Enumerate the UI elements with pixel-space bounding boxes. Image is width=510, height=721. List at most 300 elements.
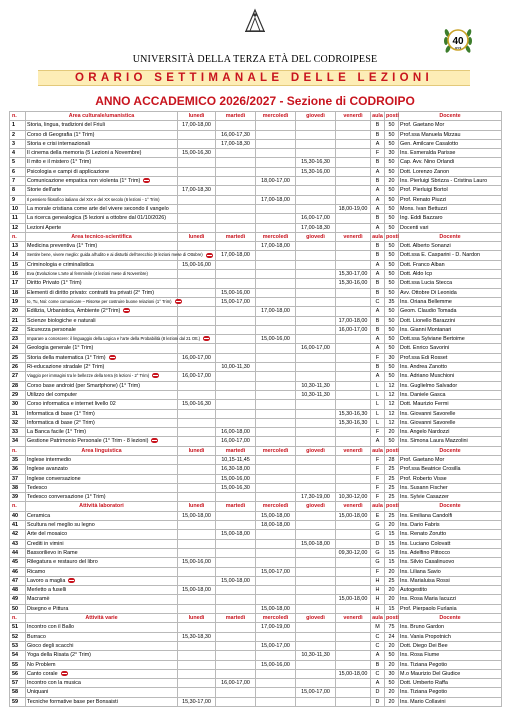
row-number-text: 59 [12,698,18,705]
monday-time [178,139,216,148]
row-number-text: 8 [12,187,15,194]
course-name [26,465,178,474]
wednesday-time-text: 15,00-16,00 [261,661,290,668]
row-number [10,149,26,158]
teacher [399,530,502,539]
row-number-text: 52 [12,633,18,640]
course-name [26,130,178,139]
room-text: L [376,410,379,417]
monday-time [178,242,216,251]
no-entry-icon [175,299,182,304]
room [371,288,385,297]
column-header: lunedì [178,232,216,241]
table-row [10,186,502,195]
seats [385,586,399,595]
wednesday-time-text: 17,00-19,00 [261,624,290,631]
seats [385,409,399,418]
teacher-text: Ins. Dario Fabris [400,522,440,529]
course-name-text: Criminologia e criminalistica [27,261,94,268]
course-name-text: Macramè [27,596,50,603]
course-name [26,660,178,669]
no-entry-icon [123,308,130,313]
row-number-text: 49 [12,596,18,603]
wednesday-time [256,149,296,158]
tuesday-time [216,409,256,418]
teacher [399,139,502,148]
table-row [10,177,502,186]
course-name-text: Diritto Privato (1° Trim) [27,280,82,287]
tuesday-time [216,335,256,344]
room [371,177,385,186]
column-header: martedì [216,446,256,455]
friday-time [336,279,371,288]
room [371,279,385,288]
teacher [399,521,502,530]
tuesday-time [216,325,256,334]
course-name-text: Yoga della Risata (2° Trim) [27,652,91,659]
tuesday-time [216,465,256,474]
row-number [10,372,26,381]
row-number-text: 2 [12,131,15,138]
seats [385,604,399,613]
course-name [26,223,178,232]
column-header: Area culturale/umanistica [26,112,178,121]
table-row [10,586,502,595]
wednesday-time [256,335,296,344]
table-row [10,409,502,418]
friday-time [336,186,371,195]
monday-time-text: 15,00-16,00 [182,261,211,268]
room-text: F [375,568,380,575]
tuesday-time [216,121,256,130]
course-name [26,688,178,697]
row-number-text: 11 [12,215,18,222]
column-header: Docente [399,112,502,121]
room [371,521,385,530]
monday-time [178,465,216,474]
thursday-time [296,307,336,316]
table-row [10,669,502,678]
friday-time [336,149,371,158]
room-text: A [375,168,380,175]
column-header: venerdì [336,112,371,121]
column-header: aula [372,113,383,119]
course-name-text: Disegno e Pittura [27,605,69,612]
row-number [10,297,26,306]
seats [385,204,399,213]
tuesday-time [216,130,256,139]
room-text: B [375,280,380,287]
teacher [399,632,502,641]
seats-text: 20 [388,642,395,649]
course-name [26,483,178,492]
wednesday-time [256,455,296,464]
row-number-text: 34 [12,438,18,445]
wednesday-time [256,428,296,437]
monday-time-text: 16,00-17,00 [182,354,211,361]
friday-time [336,586,371,595]
row-number-text: 32 [12,419,18,426]
friday-time [336,139,371,148]
seats-text: 50 [388,243,395,250]
table-row [10,400,502,409]
row-number-text: 7 [12,178,15,185]
room [371,660,385,669]
course-name-text: Tecniche formative base per Bonsaisti [27,698,118,705]
seats [385,372,399,381]
wednesday-time [256,372,296,381]
teacher [399,335,502,344]
teacher [399,149,502,158]
monday-time [178,186,216,195]
course-name-text: Canto corale [27,670,58,677]
row-number-text: 58 [12,689,18,696]
tuesday-time [216,604,256,613]
seats [385,279,399,288]
room-text: F [375,150,380,157]
monday-time [178,270,216,279]
friday-time [336,641,371,650]
friday-time [336,325,371,334]
room-text: B [375,252,380,259]
seats-text: 50 [388,252,395,259]
row-number [10,167,26,176]
room-text: F [375,484,380,491]
wednesday-time [256,353,296,362]
teacher [399,483,502,492]
row-number-text: 14 [12,252,18,259]
row-number [10,669,26,678]
friday-time [336,669,371,678]
course-name-text: Storia e crisi internazionali [27,140,90,147]
teacher-text: Ins. Emiliana Candolfi [400,512,453,519]
teacher [399,372,502,381]
teacher [399,400,502,409]
teacher [399,353,502,362]
friday-time-text: 18,00-19,00 [338,205,368,212]
seats-text: 50 [388,289,395,296]
friday-time [336,521,371,530]
wednesday-time [256,363,296,372]
seats [385,353,399,362]
room-text: H [375,596,380,603]
seats [385,288,399,297]
room-text: F [375,429,380,436]
seats-text: 20 [388,698,395,705]
room [371,251,385,260]
room-text: L [376,391,379,398]
teacher-text: Prof.ssa Edi Rosset [400,354,448,361]
teacher-text: Ins. Vania Propotnich [400,633,451,640]
teacher-text: Dott.ssa Sylviane Bertoime [400,336,465,343]
column-header: aula [372,233,383,240]
seats [385,186,399,195]
room-text: A [375,680,380,687]
wednesday-time [256,297,296,306]
teacher [399,409,502,418]
course-name [26,353,178,362]
seats [385,437,399,446]
row-number-text: 16 [12,271,18,278]
teacher-text: Ins. Daniele Gasca [400,391,446,398]
row-number-text: 40 [12,512,18,519]
seats [385,297,399,306]
tuesday-time [216,539,256,548]
column-header: Area linguistica [26,446,178,455]
friday-time [336,167,371,176]
row-number [10,604,26,613]
table-row [10,679,502,688]
teacher-text: Dott.ssa Lucia Stecca [400,280,453,287]
room [371,158,385,167]
thursday-time [296,521,336,530]
monday-time [178,325,216,334]
column-header: giovedì [296,502,336,511]
seats [385,149,399,158]
teacher-text: Geom. Claudio Tomada [400,308,457,315]
row-number-text: 43 [12,540,18,547]
seats [385,567,399,576]
table-row [10,521,502,530]
course-name-text: Psicologia e campi di applicazione [27,168,110,175]
monday-time [178,604,216,613]
row-number [10,688,26,697]
thursday-time [296,493,336,502]
course-name-text: Scienze biologiche e naturali [27,317,96,324]
table-row [10,260,502,269]
seats [385,483,399,492]
course-name-text: Corso informatica e internet livello 02 [27,401,116,408]
thursday-time [296,558,336,567]
friday-time-text: 15,00-18,00 [338,670,368,677]
friday-time [336,390,371,399]
course-name-text: Tedesco [27,484,48,491]
room [371,242,385,251]
table-row [10,632,502,641]
friday-time [336,474,371,483]
row-number-text: 28 [12,382,18,389]
teacher-text: Ins. Renato Zorutto [400,531,447,538]
university-logo-icon [243,7,267,33]
wednesday-time [256,493,296,502]
row-number [10,483,26,492]
column-header: lunedì [178,614,216,623]
tuesday-time-text: 16,00-18,00 [221,429,250,436]
row-number-text: 53 [12,642,18,649]
friday-time [336,204,371,213]
thursday-time-text: 16,00-17,00 [301,215,330,222]
tuesday-time-text: 15,00-17,00 [221,298,250,305]
column-header: posti [386,447,399,454]
friday-time-text: 15,30-16,00 [338,280,368,287]
room-text: B [375,661,380,668]
tuesday-time [216,428,256,437]
table-row [10,418,502,427]
teacher-text: Dott. Diego Dei Bee [400,642,448,649]
wednesday-time [256,669,296,678]
course-name-text: Medicina preventiva (1° Trim) [27,243,98,250]
wednesday-time [256,139,296,148]
teacher [399,214,502,223]
room [371,567,385,576]
seats-text: 20 [388,587,395,594]
room-text: A [375,196,380,203]
thursday-time [296,223,336,232]
teacher [399,381,502,390]
room-text: A [375,140,380,147]
friday-time [336,158,371,167]
course-name-text: Incontro con la musica [27,680,81,687]
teacher-text: Dott. Aldo Icp [400,271,433,278]
table-row [10,595,502,604]
room [371,372,385,381]
table-row [10,697,502,706]
teacher [399,270,502,279]
tuesday-time [216,214,256,223]
tuesday-time [216,418,256,427]
course-name [26,418,178,427]
table-row [10,121,502,130]
table-row [10,139,502,148]
friday-time [336,483,371,492]
no-entry-icon [68,578,75,583]
column-header: Docente [399,232,502,241]
thursday-time [296,595,336,604]
thursday-time [296,428,336,437]
no-entry-icon [206,253,213,258]
row-number [10,214,26,223]
thursday-time [296,214,336,223]
course-name [26,214,178,223]
room-text: H [375,577,380,584]
badge-number: 40 [452,36,464,47]
row-number [10,353,26,362]
table-row [10,353,502,362]
seats-text: 30 [388,670,395,677]
course-name [26,279,178,288]
schedule-table [9,111,502,707]
course-name [26,372,178,381]
friday-time-text: 15,30-16,30 [338,410,368,417]
course-name [26,455,178,464]
wednesday-time [256,242,296,251]
teacher-text: Ins. Guglielmo Salvador [400,382,458,389]
wednesday-time-text: 18,00-18,00 [261,522,290,529]
teacher-text: Ins. Angelo Nardozzi [400,429,450,436]
teacher-text: Ins. Sylvie Casazzer [400,494,449,501]
course-name-text: Informatica di base (2° Trim) [27,419,95,426]
friday-time [336,297,371,306]
teacher-text: Ins. Oriana Bellemme [400,298,452,305]
room [371,697,385,706]
seats-text: 25 [388,466,395,473]
table-row [10,381,502,390]
row-number-text: 6 [12,168,15,175]
friday-time [336,548,371,557]
row-number-text: 12 [12,224,18,231]
course-name-text: Uniquani [27,689,49,696]
thursday-time [296,195,336,204]
teacher [399,651,502,660]
wednesday-time [256,679,296,688]
thursday-time [296,688,336,697]
thursday-time [296,186,336,195]
room-text: B [375,122,380,129]
monday-time-text: 15,00-16,30 [182,401,211,408]
monday-time [178,279,216,288]
seats-text: 35 [388,298,395,305]
seats-text: 50 [388,438,395,445]
monday-time [178,214,216,223]
seats [385,576,399,585]
course-name [26,149,178,158]
no-entry-icon [152,373,159,378]
room [371,400,385,409]
friday-time [336,493,371,502]
wednesday-time [256,186,296,195]
table-row [10,149,502,158]
table-row [10,641,502,650]
row-number-text: 46 [12,568,18,575]
row-number [10,418,26,427]
course-name-text: Sentire bene, vivere meglio: guida all'udito e ai disturbi dell'orecchio (8 lezioni mese di Ottobre) [27,252,203,258]
thursday-time [296,260,336,269]
monday-time [178,130,216,139]
friday-time-text: 16,00-17,00 [338,326,368,333]
tuesday-time [216,353,256,362]
course-name-text: Geologia generale (1° Trim) [27,345,94,352]
thursday-time [296,381,336,390]
wednesday-time [256,623,296,632]
course-name [26,428,178,437]
room [371,586,385,595]
room-text: A [375,187,380,194]
course-name [26,567,178,576]
friday-time [336,465,371,474]
seats-text: 25 [388,494,395,501]
thursday-time [296,121,336,130]
row-number [10,204,26,213]
monday-time [178,688,216,697]
thursday-time [296,604,336,613]
tuesday-time [216,688,256,697]
monday-time [178,353,216,362]
course-name [26,335,201,344]
teacher [399,297,502,306]
table-row [10,660,502,669]
course-name [26,344,178,353]
column-header: Docente [399,614,502,623]
course-name [26,521,178,530]
row-number-text: 41 [12,522,18,529]
column-header: posti [386,503,399,510]
thursday-time [296,297,336,306]
column-header: venerdì [336,614,371,623]
teacher [399,260,502,269]
wednesday-time-text: 17,00-18,00 [261,196,290,203]
room [371,632,385,641]
monday-time-text: 15,30-17,00 [182,698,211,705]
thursday-time-text: 10,30-11,30 [301,652,330,659]
room [371,539,385,548]
tuesday-time [216,223,256,232]
monday-time [178,288,216,297]
teacher-text: Ins. Andrea Zanotto [400,364,448,371]
teacher [399,697,502,706]
table-row [10,195,502,204]
room [371,130,385,139]
seats-text: 15 [388,531,395,538]
